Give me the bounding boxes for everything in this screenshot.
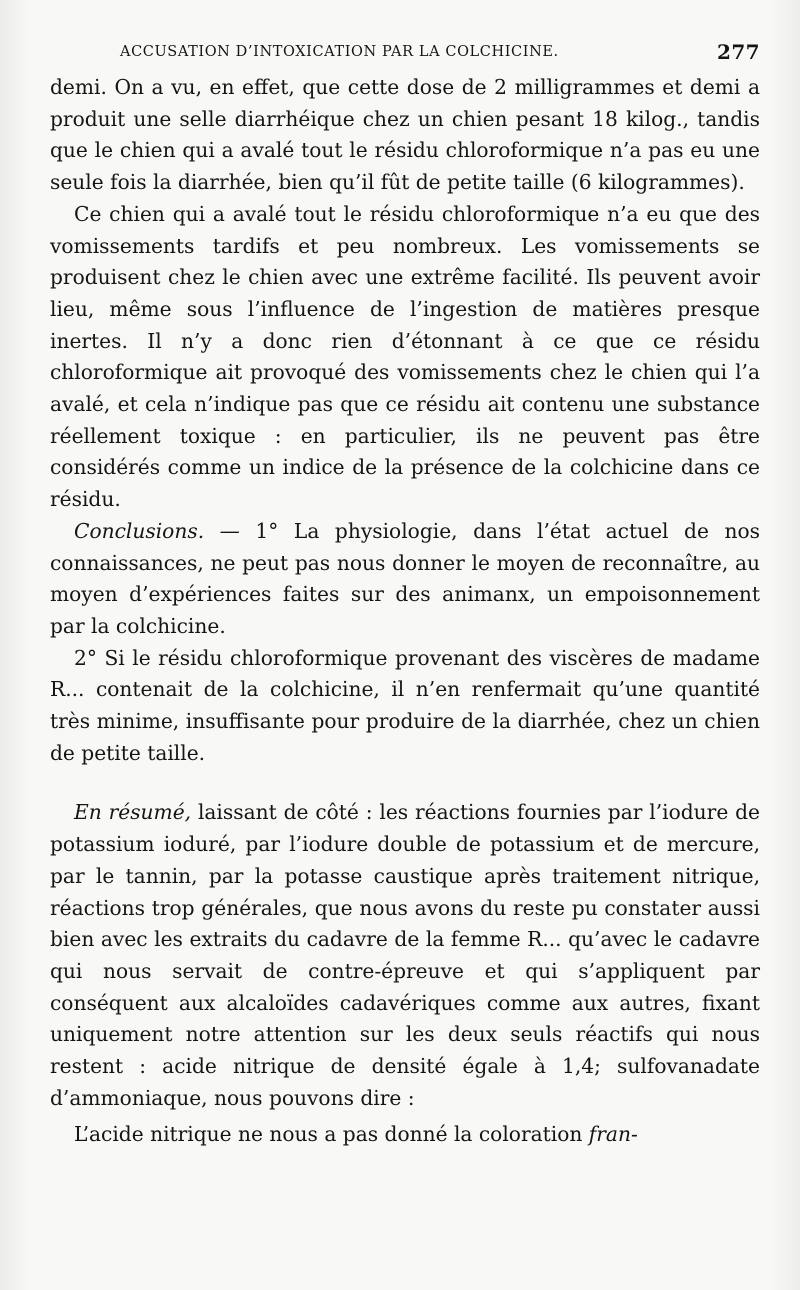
page-header <box>50 38 760 72</box>
resume-text: laissant de côté : les réactions fournies par l’iodure de potassium ioduré, par l’iodure double de potassium et de mercure, par le tannin, par la potasse caustique après traitement nitrique, réactions trop générales, que nous avons du reste pu constater aussi bien avec les extraits du cadavre de la femme R... qu’avec le cadavre qui nous servait de contre-épreuve et qui s’appliquent par conséquent aux alcaloïdes cadavériques comme aux autres, fixant uniquement notre attention sur les deux seuls réactifs qui nous restent : acide nitrique de densité égale à 1,4; sulfovanadate d’ammoniaque, nous pouvons dire : <box>50 800 761 1110</box>
paragraph-conclusion-2: 2° Si le résidu chloroformique provenant des viscères de madame R... contenait de la colchicine, il n’en renfermait qu’une quantité très minime, insuffisante pour produire de la diarrhée, chez un chien de petite taille. <box>50 645 760 765</box>
conclusions-text: — 1° La physiologie, dans l’état actuel de nos connaissances, ne peut pas nous donner le moyen de reconnaître, au moyen d’expériences faites sur des animanx, un empoisonnement par la colchicine. <box>50 518 760 638</box>
paragraph-conclusions <box>50 516 760 643</box>
final-italic-text: fran- <box>588 1121 638 1146</box>
running-title: ACCUSATION D’INTOXICATION PAR LA COLCHICINE. <box>120 44 559 60</box>
paragraph-resume <box>50 797 760 1114</box>
page-number: 277 <box>717 40 760 64</box>
paragraph-2: Ce chien qui a avalé tout le résidu chloroformique n’a eu que des vomissements tardifs et peu nombreux. Les vomissements se produisent chez le chien avec une extrême facilité. Ils peuvent avoir lieu, même sous l’influence de l’ingestion de matières presque inertes. Il n’y a donc rien d’étonnant à ce que ce résidu chloroformique ait provoqué des vomissements chez le chien qui l’a avalé, et cela n’indique pas que ce résidu ait contenu une substance réellement toxique : en particulier, ils ne peuvent pas être considérés comme un indice de la présence de la colchicine dans ce résidu. <box>50 201 760 512</box>
resume-label: En résumé, <box>74 800 192 825</box>
conclusions-label: Conclusions. <box>74 518 205 543</box>
page-body <box>50 72 760 1150</box>
paragraph-1: demi. On a vu, en effet, que cette dose de 2 milligrammes et demi a produit une selle diarrhéique chez un chien pesant 18 kilog., tandis que le chien qui a avalé tout le résidu chloroformique n’a pas eu une seule fois la diarrhée, bien qu’il fût de petite taille (6 kilogrammes). <box>50 75 760 195</box>
paragraph-final <box>50 1119 760 1151</box>
final-text: L’acide nitrique ne nous a pas donné la coloration <box>74 1121 589 1146</box>
